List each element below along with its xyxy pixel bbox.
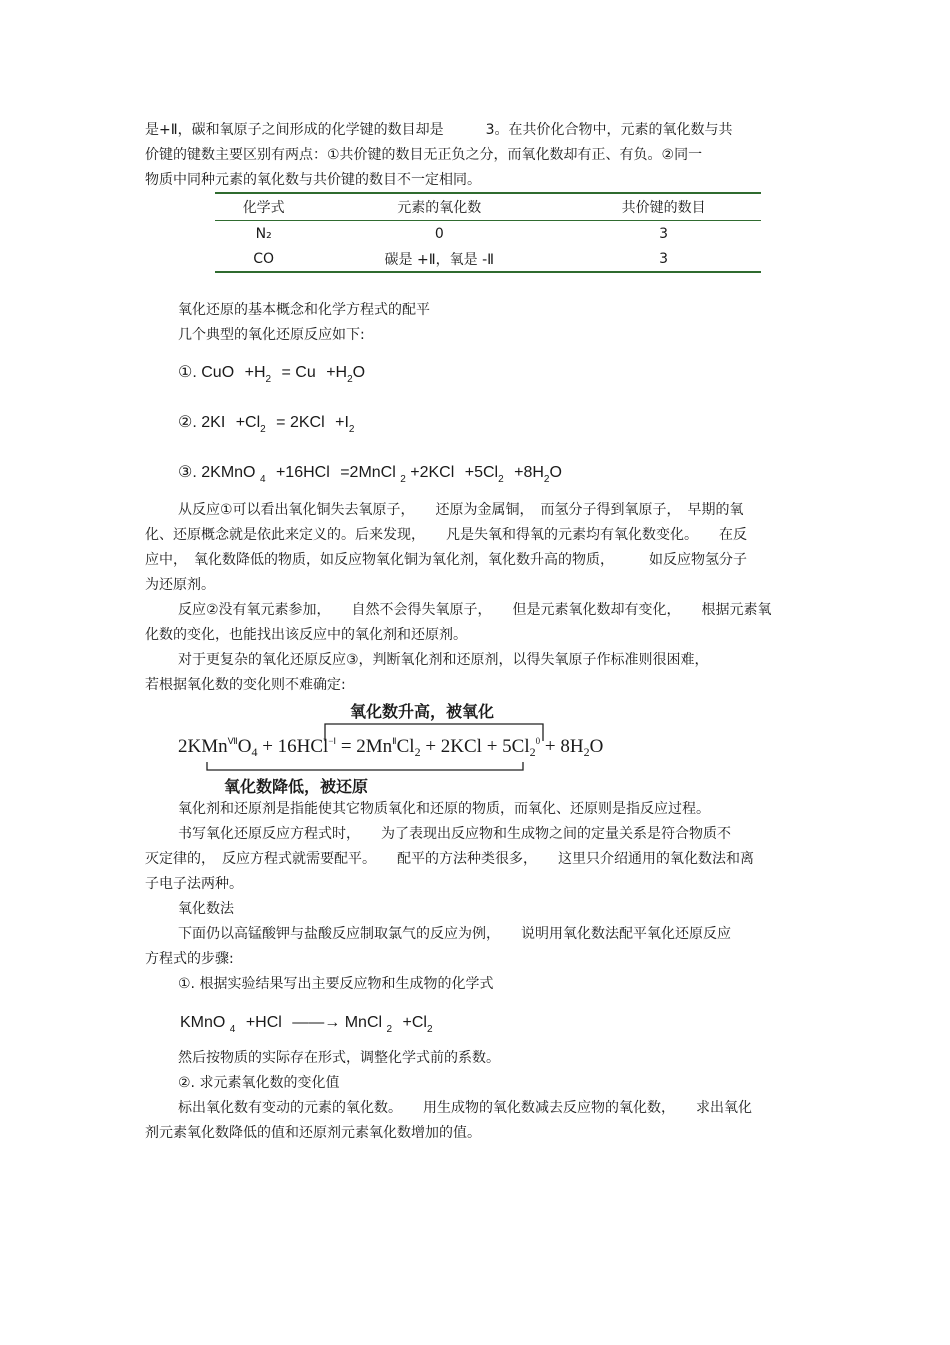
table-row bbox=[215, 221, 761, 247]
oxidation-number-table bbox=[215, 192, 761, 273]
step-1: ①. 根据实验结果写出主要反应物和生成物的化学式 bbox=[178, 976, 494, 992]
paragraph-line: 化数的变化，也能找出该反应中的氧化剂和还原剂。 bbox=[145, 627, 467, 643]
paragraph-line: 从反应①可以看出氧化铜失去氧原子， 还原为金属铜， 而氢分子得到氧原子， 早期的氧 bbox=[178, 502, 744, 518]
intro-line-3: 物质中同种元素的氧化数与共价键的数目不一定相同。 bbox=[145, 172, 481, 188]
paragraph-line: 灭定律的， 反应方程式就需要配平。 配平的方法种类很多， 这里只介绍通用的氧化数法和离 bbox=[145, 851, 754, 867]
reaction-2: ②. $2KI +Cl_2 = 2KCl +I_2$ bbox=[178, 414, 355, 435]
paragraph-line: 化、还原概念就是依此来定义的。后来发现， 凡是失氧和得氧的元素均有氧化数变化。 在反 bbox=[145, 527, 747, 543]
reaction-2-label: ②. bbox=[178, 414, 197, 431]
reaction-1: ①. CuO $+H_2 = Cu +H_2O$ bbox=[178, 364, 366, 385]
paragraph-line: 为还原剂。 bbox=[145, 577, 215, 593]
reactions-intro: 几个典型的氧化还原反应如下: bbox=[178, 327, 365, 343]
paragraph-line: 对于更复杂的氧化还原反应③，判断氧化剂和还原剂，以得失氧原子作标准则很困难， bbox=[178, 652, 709, 668]
paragraph-line: 氧化剂和还原剂是指能使其它物质氧化和还原的物质，而氧化、还原则是指反应过程。 bbox=[178, 801, 710, 817]
table-cell: 3 bbox=[659, 225, 669, 242]
paragraph-line: 应中， 氧化数降低的物质，如反应物氧化铜为氧化剂，氧化数升高的物质， 如反应物氢分子 bbox=[145, 552, 747, 568]
step-2: ②. 求元素氧化数的变化值 bbox=[178, 1075, 340, 1091]
paragraph-line: 方程式的步骤: bbox=[145, 951, 234, 967]
paragraph-line: 然后按物质的实际存在形式，调整化学式前的系数。 bbox=[178, 1050, 500, 1066]
reaction-3-label: ③. bbox=[178, 464, 197, 481]
intro-line-1: 是+Ⅱ，碳和氧原子之间形成的化学键的数目却是 3。在共价化合物中，元素的氧化数与共 bbox=[145, 122, 733, 138]
paragraph-line: 书写氧化还原反应方程式时， 为了表现出反应物和生成物之间的定量关系是符合物质不 bbox=[178, 826, 731, 842]
paragraph-line: 下面仍以高锰酸钾与盐酸反应制取氯气的反应为例， 说明用氧化数法配平氧化还原反应 bbox=[178, 926, 731, 942]
step-equation: KMnO $_4$ +HCl ——→ MnCl $_2 +Cl_2$ bbox=[180, 1014, 433, 1035]
annotated-equation: $2KMn^ⅦO_4 + 16HCl^{-Ⅰ} = 2Mn^ⅡCl_2 + 2KCl + 5Cl_2^0 + 8H_2O$ bbox=[178, 736, 604, 759]
paragraph-line: 反应②没有氧元素参加， 自然不会得失氧原子， 但是元素氧化数却有变化， 根据元素氧 bbox=[178, 602, 772, 618]
paragraph-line: 标出氧化数有变动的元素的氧化数。 用生成物的氧化数减去反应物的氧化数， 求出氧化 bbox=[178, 1100, 752, 1116]
section-title: 氧化还原的基本概念和化学方程式的配平 bbox=[178, 302, 430, 318]
table-row bbox=[215, 246, 761, 272]
table-cell: N₂ bbox=[255, 225, 272, 242]
paragraph-line: 若根据氧化数的变化则不难确定: bbox=[145, 677, 346, 693]
reaction-1-label: ①. bbox=[178, 364, 197, 381]
paragraph-line: 子电子法两种。 bbox=[145, 876, 243, 892]
reaction-3: ③. 2KMnO $_4$ +16HCl =2MnCl $_2 +2KCl +5Cl_2 +8H_2O$ bbox=[178, 464, 562, 485]
table-cell: 0 bbox=[434, 225, 444, 242]
subsection-title: 氧化数法 bbox=[178, 901, 234, 917]
paragraph-line: 剂元素氧化数降低的值和还原剂元素氧化数增加的值。 bbox=[145, 1125, 481, 1141]
intro-line-2: 价键的键数主要区别有两点：①共价键的数目无正负之分，而氧化数却有正、有负。②同一 bbox=[145, 147, 703, 163]
annotation-reduced: 氧化数降低，被还原 bbox=[224, 777, 369, 796]
annotation-oxidized: 氧化数升高，被氧化 bbox=[350, 702, 495, 721]
table-cell: 3 bbox=[566, 246, 761, 272]
table-header: 化学式 bbox=[215, 193, 312, 221]
table-cell: CO bbox=[215, 246, 312, 272]
table-cell: 碳是 +Ⅱ，氧是 -Ⅱ bbox=[312, 246, 566, 272]
table-header: 元素的氧化数 bbox=[312, 193, 566, 221]
table-header-row bbox=[215, 193, 761, 221]
table-header: 共价键的数目 bbox=[566, 193, 761, 221]
